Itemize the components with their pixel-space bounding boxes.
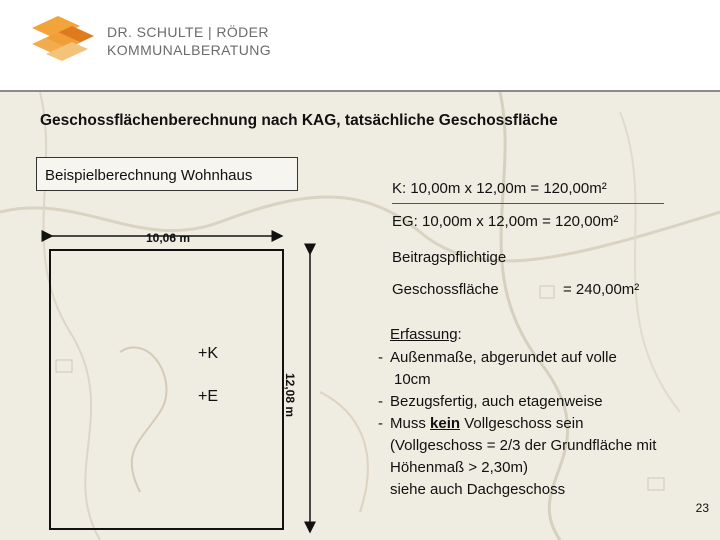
calc-eg-line: EG: 10,00m x 12,00m = 120,00m² [392, 213, 619, 230]
example-box: Beispielberechnung Wohnhaus [36, 157, 298, 191]
bullet-2: Bezugsfertig, auch etagenweise [390, 393, 603, 410]
beitrag-total: = 240,00m² [563, 281, 640, 298]
bullet-3-line1: Muss kein Vollgeschoss sein [390, 415, 584, 432]
page-number: 23 [695, 501, 709, 515]
bullet-3-line2: (Vollgeschoss = 2/3 der Grundfläche mit [390, 437, 657, 454]
bullet-1-line1: Außenmaße, abgerundet auf volle [390, 349, 617, 366]
calc-k-line: K: 10,00m x 12,00m = 120,00m² [392, 180, 607, 197]
floor-k-label: +K [198, 345, 219, 362]
logo-text-line2: KOMMUNALBERATUNG [107, 42, 272, 58]
bullet-3-line4: siehe auch Dachgeschoss [390, 481, 566, 498]
bullet-dash-3: - [378, 415, 383, 432]
width-label: 10,06 m [146, 231, 191, 245]
height-label: 12,08 m [283, 372, 297, 418]
beitrag-label-2: Geschossfläche [392, 281, 499, 298]
beitrag-label-1: Beitragspflichtige [392, 249, 507, 266]
bullet-dash-1: - [378, 349, 383, 366]
slide-title: Geschossflächenberechnung nach KAG, tatsächliche Geschossfläche [40, 112, 558, 129]
logo-text-line1: DR. SCHULTE | RÖDER [107, 24, 269, 40]
bullet-3-line3: Höhenmaß > 2,30m) [390, 459, 528, 476]
floor-e-label: +E [198, 388, 219, 405]
building-outline [49, 249, 284, 530]
bullet-dash-2: - [378, 393, 383, 410]
bullet-1-line2: 10cm [394, 371, 431, 388]
erfassung-heading: Erfassung: [390, 326, 462, 343]
calc-separator [392, 203, 664, 204]
